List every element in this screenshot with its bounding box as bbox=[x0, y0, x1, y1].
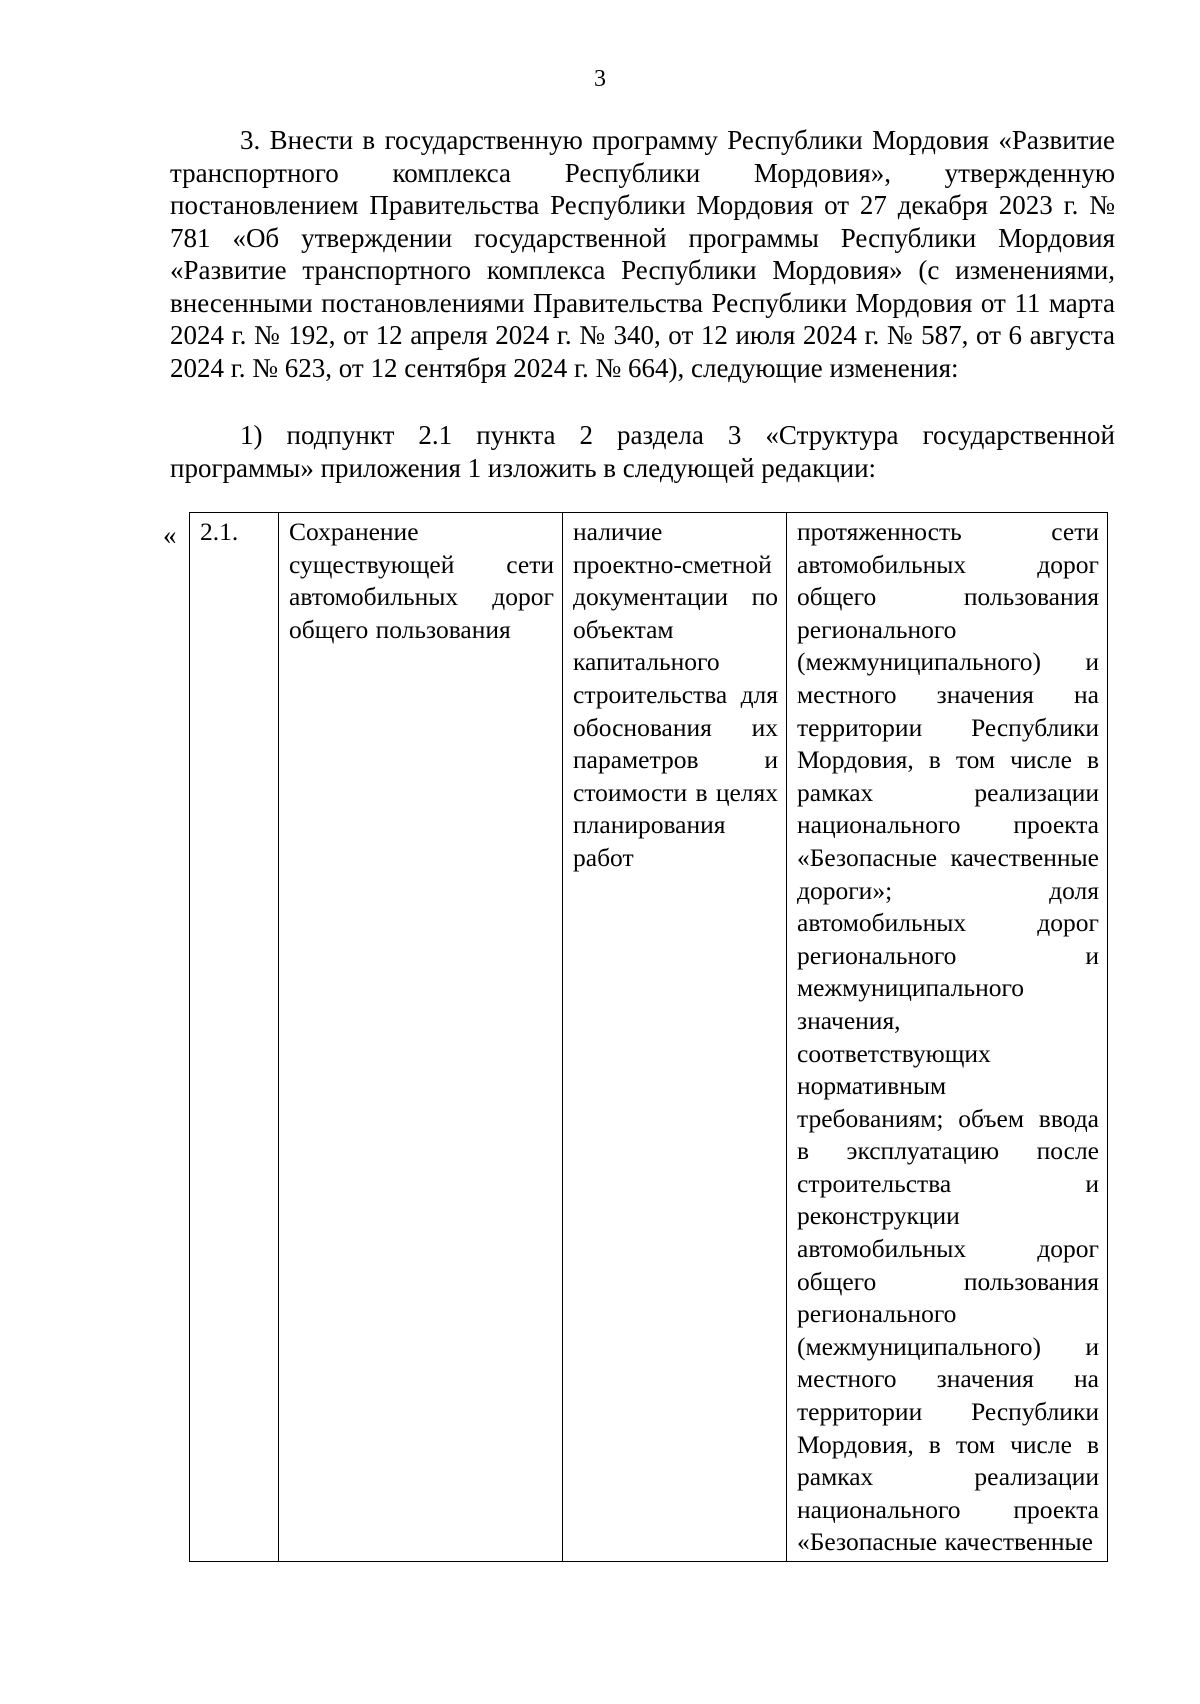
paragraph-amendment-intro: 3. Внести в государственную программу Республики Мордовия «Развитие транспортного комплекса Республики Мордовия», утвержденную постановлением Правительства Республики Мордовия от 27 декабря 2023 г. № 781 «Об утверждении государственной программы Республики Мордовия «Развитие транспортного комплекса Республики Мордовия» (с изменениями, внесенными постановлениями Правительства Республики Мордовия от 11 марта 2024 г. № 192, от 12 апреля 2024 г. № 340, от 12 июля 2024 г. № 587, от 6 августа 2024 г. № 623, от 12 сентября 2024 г. № 664), следующие изменения: bbox=[170, 125, 1115, 383]
task-cell bbox=[279, 513, 563, 1562]
paragraph-subitem-1: 1) подпункт 2.1 пункта 2 раздела 3 «Структура государственной программы» приложения 1 изложить в следующей редакции: bbox=[170, 420, 1115, 483]
indicators-text: протяженность сети автомобильных дорог общего пользования регионального (межмуниципального) и местного значения на территории Республики Мордовия, в том числе в рамках реализации национального проекта «Безопасные качественные дороги»; доля автомобильных дорог регионального и межмуниципального значения, соответствующих нормативным требованиям; объем ввода в эксплуатацию после строительства и реконструкции автомобильных дорог общего пользования регионального (межмуниципального) и местного значения на территории Республики Мордовия, в том числе в рамках реализации национального проекта «Безопасные качественные bbox=[797, 517, 1099, 1557]
opening-quote-mark: « bbox=[163, 520, 177, 550]
table-row bbox=[190, 513, 1108, 1562]
row-number: 2.1. bbox=[200, 517, 239, 546]
row-number-cell bbox=[190, 513, 279, 1562]
task-text: Сохранение существующей сети автомобильных дорог общего пользования bbox=[289, 517, 554, 644]
effect-cell bbox=[563, 513, 787, 1562]
program-structure-table bbox=[189, 512, 1108, 1562]
indicators-cell bbox=[787, 513, 1108, 1562]
page-number: 3 bbox=[594, 66, 606, 92]
effect-text: наличие проектно-сметной документации по объектам капитального строительства для обоснования их параметров и стоимости в целях планирования работ bbox=[573, 517, 778, 872]
